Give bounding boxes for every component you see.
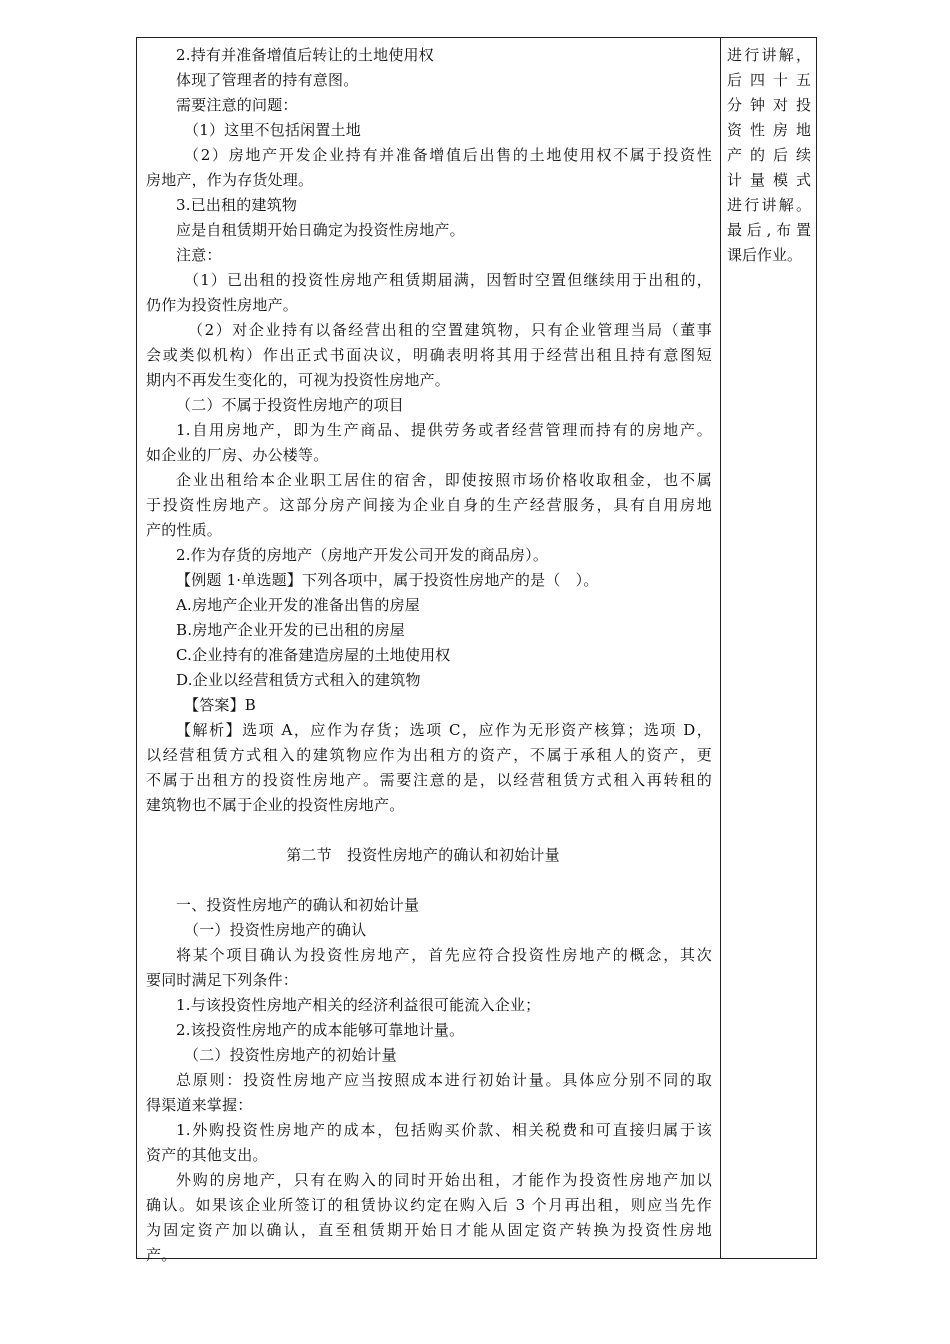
text-line: 1.自用房地产，即为生产商品、提供劳务或者经营管理而持有的房地产。 [176, 421, 712, 439]
text-line: 确认。如果该企业所签订的租赁协议约定在购入后 3 个月再出租，则应当先作 [146, 1196, 712, 1214]
section-subheading: （二）不属于投资性房地产的项目 [176, 396, 405, 414]
side-note-line: 资性房地 [727, 121, 811, 139]
text-line: 需要注意的问题： [176, 96, 298, 114]
column-divider [720, 38, 721, 1258]
text-line: 为固定资产加以确认，直至租赁期开始日才能从固定资产转换为投资性房地 [146, 1221, 712, 1239]
blank-line [146, 868, 712, 893]
text-line: 1.与该投资性房地产相关的经济利益很可能流入企业； [176, 996, 541, 1014]
blank-line [146, 818, 712, 843]
text-line: 将某个项目确认为投资性房地产，首先应符合投资性房地产的概念，其次 [176, 946, 712, 964]
side-note-line: 进行讲解。 [727, 196, 811, 214]
text-line: 注意： [176, 246, 222, 264]
text-line: （1）已出租的投资性房地产租赁期届满，因暂时空置但继续用于出租的， [184, 271, 712, 289]
analysis-line: 建筑物也不属于企业的投资性房地产。 [146, 796, 405, 814]
lesson-plan-table [136, 37, 817, 1264]
side-note-line: 进行讲解， [727, 46, 811, 64]
text-line: 企业出租给本企业职工居住的宿舍，即使按照市场价格收取租金，也不属 [176, 471, 712, 489]
text-line: 要同时满足下列条件： [146, 971, 299, 989]
text-line: 得渠道来掌握： [146, 1096, 253, 1114]
text-line: 外购的房地产，只有在购入的同时开始出租，才能作为投资性房地产加以 [176, 1171, 712, 1189]
text-line: 应是自租赁期开始日确定为投资性房地产。 [176, 221, 465, 239]
text-line: 房地产，作为存货处理。 [146, 171, 314, 189]
section-subheading: 一、投资性房地产的确认和初始计量 [176, 896, 420, 914]
side-note-line: 产的后续 [727, 146, 811, 164]
side-note-line: 后四十五 [727, 71, 811, 89]
text-line: 2.持有并准备增值后转让的土地使用权 [176, 46, 434, 64]
example-question: 【例题 1·单选题】下列各项中，属于投资性房地产的是（ ）。 [176, 571, 599, 589]
text-line: 如企业的厂房、办公楼等。 [146, 446, 329, 464]
side-note-line: 分钟对投 [727, 96, 811, 114]
answer-line: 【答案】B [184, 696, 257, 714]
text-line: 仍作为投资性房地产。 [146, 296, 299, 314]
text-line: 2.该投资性房地产的成本能够可靠地计量。 [176, 1021, 465, 1039]
analysis-line: 不属于出租方的投资性房地产。需要注意的是，以经营租赁方式租入再转租的 [146, 771, 712, 789]
side-note-line: 最后,布置 [727, 221, 811, 239]
option-d: D.企业以经营租赁方式租入的建筑物 [176, 671, 421, 689]
text-line: 体现了管理者的持有意图。 [176, 71, 359, 89]
text-line: 产的性质。 [146, 521, 223, 539]
text-line: 期内不再发生变化的，可视为投资性房地产。 [146, 371, 451, 389]
text-line: 总原则：投资性房地产应当按照成本进行初始计量。具体应分别不同的取 [176, 1071, 712, 1089]
text-line: （1）这里不包括闲置土地 [184, 121, 361, 139]
section-heading: 第二节 投资性房地产的确认和初始计量 [286, 846, 560, 864]
text-line: 2.作为存货的房地产（房地产开发公司开发的商品房）。 [176, 546, 549, 564]
side-note-line: 课后作业。 [727, 246, 803, 264]
teaching-notes-column [727, 43, 811, 268]
text-line: （2）对企业持有以备经营出租的空置建筑物，只有企业管理当局（董事 [188, 321, 712, 339]
option-a: A.房地产企业开发的准备出售的房屋 [176, 596, 421, 614]
section-subheading: （一）投资性房地产的确认 [184, 921, 367, 939]
text-line: 于投资性房地产。这部分房产间接为企业自身的生产经营服务，具有自用房地 [146, 496, 712, 514]
option-c: C.企业持有的准备建造房屋的土地使用权 [176, 646, 451, 664]
option-b: B.房地产企业开发的已出租的房屋 [176, 621, 405, 639]
text-line: 1.外购投资性房地产的成本，包括购买价款、相关税费和可直接归属于该 [176, 1121, 712, 1139]
side-note-line: 计量模式 [727, 171, 811, 189]
text-line: 资产的其他支出。 [146, 1146, 268, 1164]
main-content-column [146, 43, 712, 1268]
text-line: （2）房地产开发企业持有并准备增值后出售的土地使用权不属于投资性 [184, 146, 712, 164]
section-subheading: （二）投资性房地产的初始计量 [184, 1046, 397, 1064]
text-line: 产。 [146, 1246, 177, 1264]
text-line: 3.已出租的建筑物 [176, 196, 298, 214]
text-line: 会或类似机构）作出正式书面决议，明确表明将其用于经营出租且持有意图短 [146, 346, 712, 364]
analysis-line: 以经营租赁方式租入的建筑物应作为出租方的资产，不属于承租人的资产，更 [146, 746, 712, 764]
analysis-line: 【解析】选项 A，应作为存货；选项 C，应作为无形资产核算；选项 D， [176, 721, 712, 739]
